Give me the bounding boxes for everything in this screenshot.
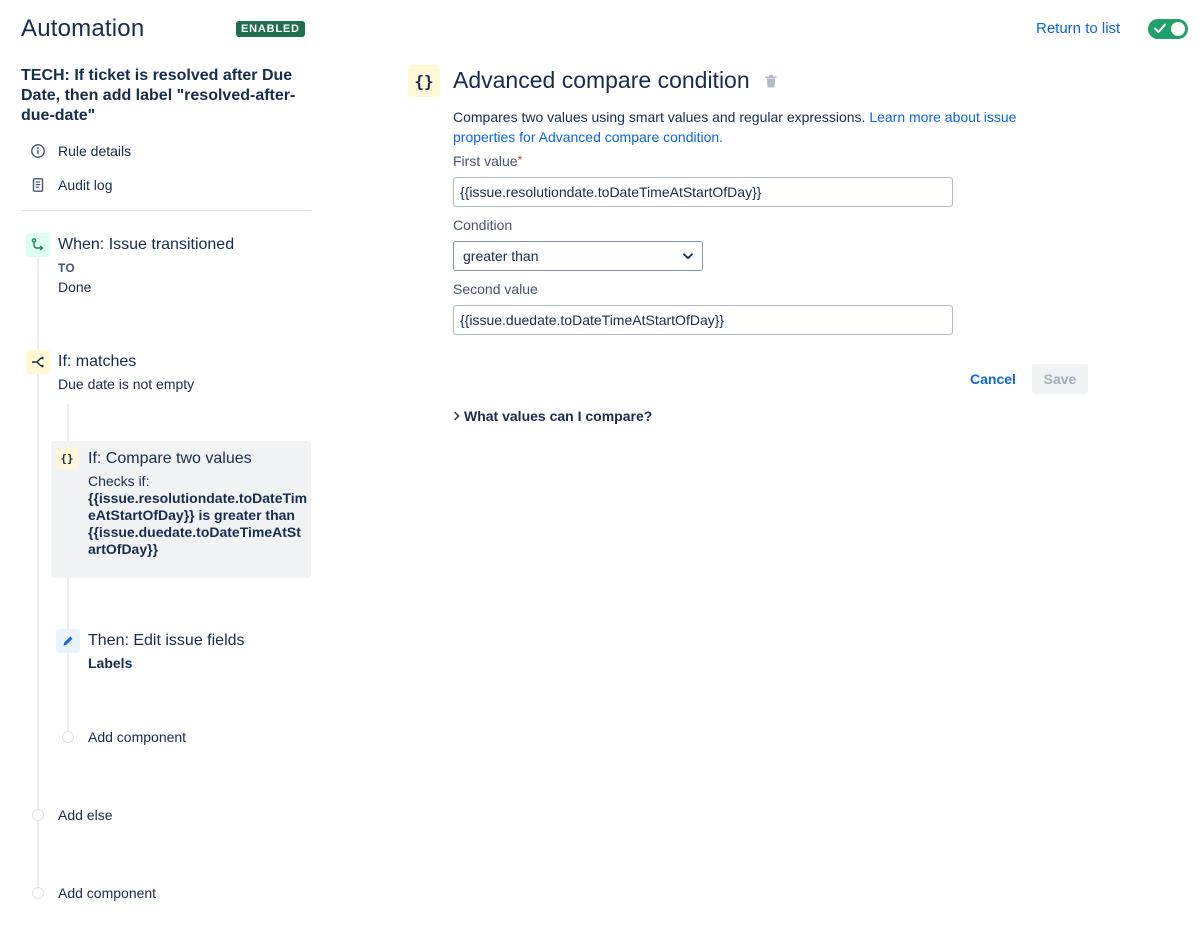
trigger-step-title[interactable]: When: Issue transitioned xyxy=(58,236,235,253)
first-value-label-text: First value xyxy=(453,153,518,169)
cancel-button[interactable]: Cancel xyxy=(970,371,1016,387)
check-icon xyxy=(1153,21,1167,35)
page-title: Automation xyxy=(21,15,145,42)
what-values-expander[interactable] xyxy=(453,408,652,424)
braces-icon: {} xyxy=(60,451,74,465)
return-to-list-link[interactable]: Return to list xyxy=(1036,20,1121,37)
info-icon xyxy=(30,143,46,159)
trigger-step-sub: Done xyxy=(58,279,92,295)
condition-select-value: greater than xyxy=(463,248,539,264)
first-value-input[interactable]: {{issue.resolutiondate.toDateTimeAtStartOfDay}} xyxy=(453,177,953,207)
trash-icon[interactable] xyxy=(765,75,777,88)
action-step-sub: Labels xyxy=(88,655,133,671)
condition-label: Condition xyxy=(453,217,513,233)
compare-first-value: {{issue.resolutiondate.toDateTimeAtStartOfDay}} xyxy=(88,490,308,523)
rule-name: TECH: If ticket is resolved after Due Date, then add label "resolved-after-due-date" xyxy=(21,67,296,124)
panel-description xyxy=(453,107,1053,147)
first-value-label xyxy=(453,153,522,169)
rule-details-link[interactable] xyxy=(30,141,131,161)
sidebar-divider xyxy=(21,210,311,211)
add-component-outer-dot xyxy=(32,887,44,899)
save-button[interactable]: Save xyxy=(1032,364,1088,394)
braces-icon: {} xyxy=(408,65,440,97)
add-else-dot xyxy=(32,809,44,821)
second-value-input[interactable]: {{issue.duedate.toDateTimeAtStartOfDay}} xyxy=(453,305,953,335)
pencil-icon xyxy=(61,634,75,648)
required-mark: * xyxy=(517,153,523,167)
action-step-icon[interactable] xyxy=(56,629,80,653)
compare-step-title[interactable]: If: Compare two values xyxy=(88,450,252,467)
status-badge: ENABLED xyxy=(236,21,305,37)
add-component-outer-button[interactable]: Add component xyxy=(58,885,157,901)
action-step-title[interactable]: Then: Edit issue fields xyxy=(88,632,245,649)
chevron-down-icon xyxy=(683,253,693,260)
compare-step-icon xyxy=(56,447,78,469)
condition-step-sub: Due date is not empty xyxy=(58,376,195,392)
panel-title: Advanced compare condition xyxy=(453,67,750,93)
second-value-label: Second value xyxy=(453,281,538,297)
trigger-step-icon[interactable] xyxy=(26,233,50,257)
branch-icon xyxy=(30,354,46,370)
trigger-step-caps: TO xyxy=(58,261,76,275)
learn-more-link[interactable]: Learn more about issue properties for Advanced compare condition. xyxy=(453,109,1017,145)
document-icon xyxy=(30,177,46,193)
condition-select[interactable] xyxy=(453,241,703,271)
condition-step-title[interactable]: If: matches xyxy=(58,353,137,370)
condition-step-icon[interactable] xyxy=(26,350,50,374)
rule-details-label: Rule details xyxy=(58,143,132,159)
audit-log-label: Audit log xyxy=(58,177,113,193)
rule-enabled-toggle[interactable] xyxy=(1148,19,1188,39)
add-component-inner-button[interactable]: Add component xyxy=(88,729,187,745)
compare-step-description xyxy=(88,473,308,558)
add-else-button[interactable]: Add else xyxy=(58,807,113,823)
chevron-right-icon xyxy=(453,411,461,421)
compare-operator: is greater than xyxy=(194,507,295,523)
what-values-label: What values can I compare? xyxy=(464,408,653,424)
transition-icon xyxy=(30,237,46,253)
description-text: Compares two values using smart values and regular expressions. xyxy=(453,109,870,125)
compare-checks-prefix: Checks if: xyxy=(88,473,150,489)
compare-second-value: {{issue.duedate.toDateTimeAtStartOfDay}} xyxy=(88,524,301,557)
audit-log-link[interactable] xyxy=(30,175,112,195)
add-component-inner-dot xyxy=(62,731,74,743)
toggle-knob xyxy=(1171,22,1185,36)
